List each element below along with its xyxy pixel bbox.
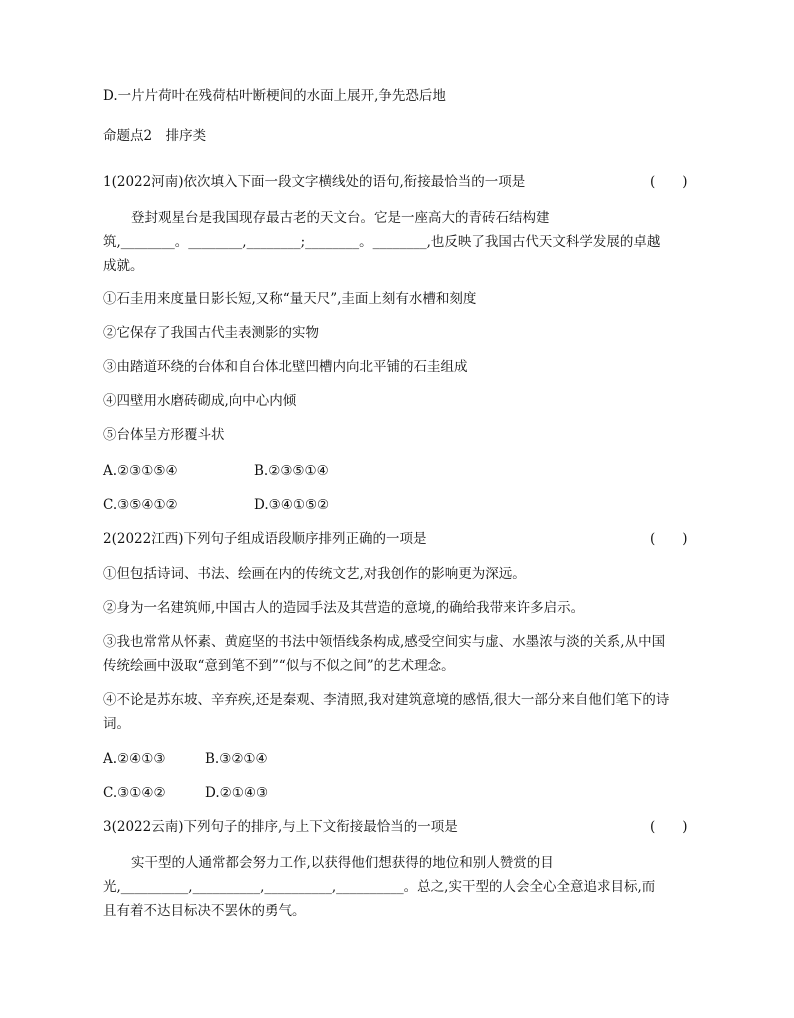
q1-stem: 1(2022河南)依次填入下面一段文字横线处的语句,衔接最恰当的一项是 [103, 174, 526, 190]
q1-item-4: ④四壁用水磨砖砌成,向中心内倾 [103, 393, 297, 409]
q2-option-c: C.③①④② [103, 785, 166, 801]
q3-passage-line-2: 光,__________,__________,__________,__________。总之,实干型的人会全心全意追求目标,而 [103, 879, 656, 895]
q1-option-c: C.③⑤④①② [103, 497, 178, 513]
q1-passage-line-1: 登封观星台是我国现存最古老的天文台。它是一座高大的青砖石结构建 [131, 210, 550, 226]
q3-stem: 3(2022云南)下列句子的排序,与上下文衔接最恰当的一项是 [103, 819, 458, 835]
q2-item-1: ①但包括诗词、书法、绘画在内的传统文艺,对我创作的影响更为深远。 [103, 566, 526, 582]
q1-item-3: ③由踏道环绕的台体和自台体北壁凹槽内向北平铺的石圭组成 [103, 359, 468, 375]
q1-item-1: ①石圭用来度量日影长短,又称“量天尺”,圭面上刻有水槽和刻度 [103, 291, 477, 307]
q2-option-a: A.②④①③ [103, 751, 166, 767]
q2-answer-paren: ( ) [650, 531, 688, 547]
prev-option-d: D.一片片荷叶在残荷枯叶断梗间的水面上展开,争先恐后地 [103, 88, 446, 104]
q2-option-b: B.③②①④ [205, 751, 268, 767]
q1-answer-paren: ( ) [650, 174, 688, 190]
q2-item-2: ②身为一名建筑师,中国古人的造园手法及其营造的意境,的确给我带来许多启示。 [103, 600, 585, 616]
q2-item-3-line-2: 传统绘画中汲取“意到笔不到”“似与不似之间”的艺术理念。 [103, 658, 455, 674]
q1-item-2: ②它保存了我国古代圭表测影的实物 [103, 325, 319, 341]
q1-option-d: D.③④①⑤② [254, 497, 330, 513]
q2-item-4-line-2: 词。 [103, 716, 130, 732]
q3-passage-line-1: 实干型的人通常都会努力工作,以获得他们想获得的地位和别人赞赏的目 [131, 855, 554, 871]
q2-item-3-line-1: ③我也常常从怀素、黄庭坚的书法中领悟线条构成,感受空间实与虚、水墨浓与淡的关系,从中国 [103, 634, 666, 650]
section-heading: 命题点2 排序类 [103, 128, 207, 144]
q1-option-b: B.②③⑤①④ [254, 463, 329, 479]
q3-answer-paren: ( ) [650, 819, 688, 835]
q2-item-4-line-1: ④不论是苏东坡、辛弃疾,还是秦观、李清照,我对建筑意境的感悟,很大一部分来自他们笔下的诗 [103, 692, 670, 708]
q2-stem: 2(2022江西)下列句子组成语段顺序排列正确的一项是 [103, 531, 427, 547]
q1-passage-line-3: 成就。 [103, 258, 144, 274]
q3-passage-line-3: 且有着不达目标决不罢休的勇气。 [103, 903, 306, 919]
q2-option-d: D.②①④③ [205, 785, 269, 801]
q1-option-a: A.②③①⑤④ [103, 463, 178, 479]
q1-passage-line-2: 筑,________。________,________;________。________,也反映了我国古代天文科学发展的卓越 [103, 234, 661, 250]
q1-item-5: ⑤台体呈方形覆斗状 [103, 427, 225, 443]
